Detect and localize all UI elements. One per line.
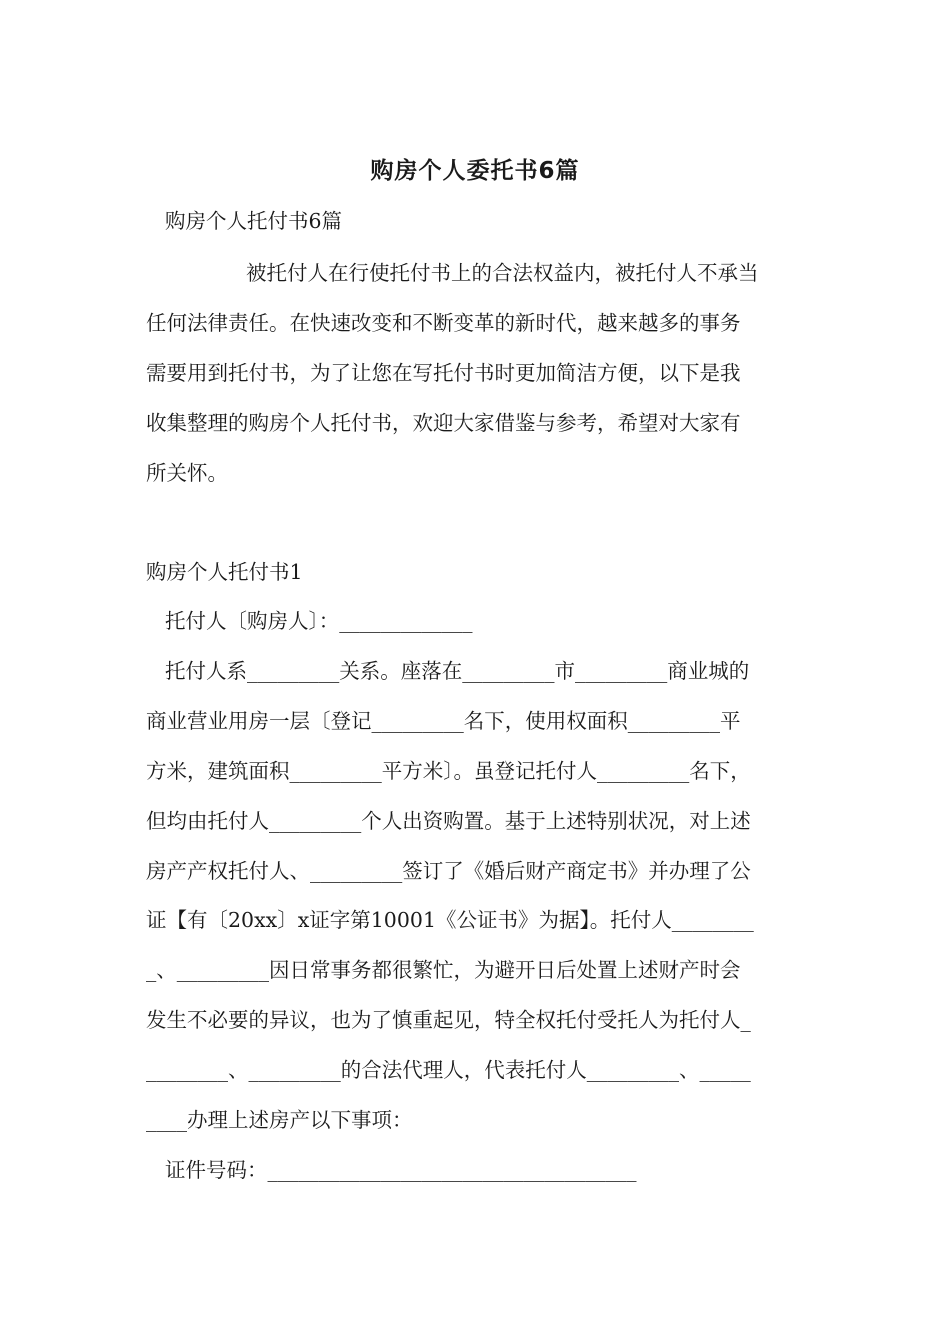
body-line-7: _、_________因日常事务都很繁忙，为避开日后处置上述财产时会 (146, 958, 741, 982)
body-line-5: 房产产权托付人、_________签订了《婚后财产商定书》并办理了公 (146, 859, 751, 883)
intro-line-4: 收集整理的购房个人托付书，欢迎大家借鉴与参考，希望对大家有 (146, 411, 741, 435)
document-subtitle: 购房个人托付书6篇 (165, 209, 343, 233)
body-line-4: 但均由托付人_________个人出资购置。基于上述特别状况，对上述 (146, 809, 751, 833)
body-line-6: 证【有〔20xx〕x证字第10001《公证书》为据】。托付人________ (146, 908, 754, 932)
intro-line-2: 任何法律责任。在快速改变和不断变革的新时代，越来越多的事务 (146, 311, 741, 335)
document-title: 购房个人委托书6篇 (370, 158, 580, 184)
section-heading: 购房个人托付书1 (146, 560, 303, 584)
entrustor-line: 托付人〔购房人〕：_____________ (165, 609, 473, 633)
body-line-2: 商业营业用房一层〔登记_________名下，使用权面积_________平 (146, 709, 741, 733)
intro-line-3: 需要用到托付书，为了让您在写托付书时更加简洁方便，以下是我 (146, 361, 741, 385)
body-line-10: ____办理上述房产以下事项： (146, 1108, 413, 1132)
body-line-3: 方米，建筑面积_________平方米〕。虽登记托付人_________名下， (146, 759, 751, 783)
body-line-9: ________、_________的合法代理人，代表托付人_________、_____ (146, 1058, 751, 1082)
intro-line-1: 被托付人在行使托付书上的合法权益内，被托付人不承当 (246, 261, 759, 285)
id-number-line: 证件号码：____________________________________ (165, 1158, 637, 1182)
intro-line-5: 所关怀。 (146, 461, 228, 485)
body-line-8: 发生不必要的异议，也为了慎重起见，特全权托付受托人为托付人_ (146, 1008, 751, 1032)
body-line-1: 托付人系_________关系。座落在_________市_________商业城的 (165, 659, 750, 683)
